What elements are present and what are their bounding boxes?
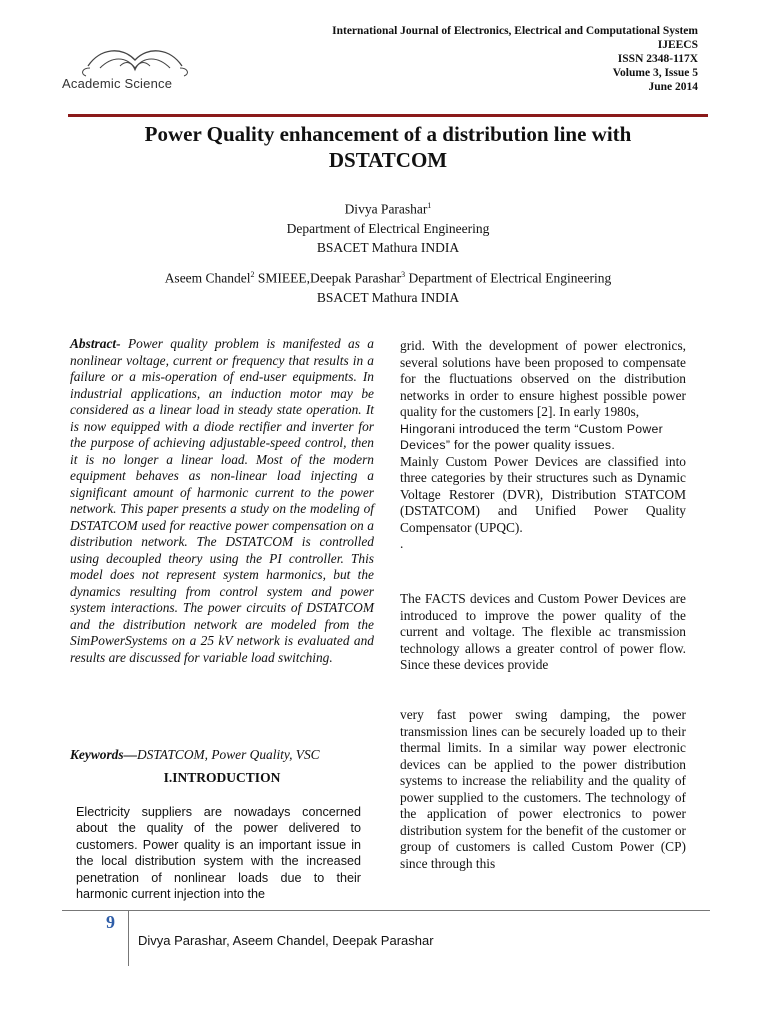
keywords [70, 747, 374, 764]
keywords-text: DSTATCOM, Power Quality, VSC [136, 747, 320, 762]
journal-date: June 2014 [648, 81, 698, 93]
author-block-2 [68, 265, 708, 307]
author-2-inst: BSACET Mathura INDIA [316, 289, 460, 305]
author-2-line: Aseem Chandel$^2$ SMIEEE,Deepak Parashar$^3$ Department of Electrical Engineering [164, 270, 612, 286]
footer-vertical-rule [128, 910, 129, 966]
abstract [70, 336, 374, 666]
intro-paragraph: Electricity suppliers are nowadays concerned about the quality of the power delivered to customers. Power quality is an important issue in the local distribution system with the increased penetration of nonlinear loads due to their harmonic current injection into the [76, 805, 361, 902]
stray-dot: . [400, 536, 404, 551]
journal-info [228, 24, 698, 94]
logo-text: Academic Science [62, 76, 173, 91]
journal-abbr: IJEECS [657, 39, 698, 51]
journal-volume: Volume 3, Issue 5 [612, 67, 698, 79]
right-p1-part-c: Mainly Custom Power Devices are classified into three categories by their structures such as Dynamic Voltage Restorer (DVR), Distribution STATCOM (DSTATCOM) and Unified Power Quality Compensator (UPQC). [400, 453, 686, 535]
header-rule [68, 114, 708, 117]
abstract-label: Abstract- [70, 336, 121, 351]
page-number: 9 [106, 912, 115, 932]
right-paragraph-1 [400, 338, 686, 553]
journal-issn: ISSN 2348-117X [617, 53, 698, 65]
author-1-name: Divya Parashar$^1$ [344, 201, 432, 217]
keywords-label: Keywords— [70, 747, 137, 762]
author-1-inst: BSACET Mathura INDIA [316, 239, 460, 255]
abstract-text: Power quality problem is manifested as a nonlinear voltage, current or frequency that results in a failure or a mis-operation of end-user equipments. In industrial applications, an induction motor may be considered as a linear load in steady state operation. It is now equipped with a diode rectifier and inverter for the purpose of achieving adjustable-speed control, then it is no longer a linear load. Most of the modern equipment behaves as non-linear load injecting a significant amount of harmonic current to the power network. This paper presents a study on the modeling of DSTATCOM used for reactive power compensation on a distribution network. The DSTATCOM is controlled using decoupled theory using the PI controller. This model does not represent system harmonics, but the dynamics resulting from control system and power system interactions. The power circuits of DSTATCOM and the distribution network are modeled from the SimPowerSystems on a 25 kV network is evaluated and results are discussed for variable load switching. [70, 336, 374, 665]
section-heading-introduction: I.INTRODUCTION [163, 770, 281, 785]
journal-name: International Journal of Electronics, Electrical and Computational System [332, 25, 698, 37]
title-line-1: Power Quality enhancement of a distribution line with [144, 122, 632, 146]
right-paragraph-2: The FACTS devices and Custom Power Devices are introduced to improve the power quality of the current and voltage. The flexible ac transmission technology allows a greater control of power flow. Since these devices provide [400, 591, 686, 672]
right-p1-part-b: Hingorani introduced the term “Custom Power Devices” for the power quality issues. [400, 421, 664, 452]
title-line-2: DSTATCOM [328, 148, 448, 172]
author-block-1 [68, 196, 708, 257]
author-1-dept: Department of Electrical Engineering [286, 220, 490, 236]
footer-authors: Divya Parashar, Aseem Chandel, Deepak Parashar [138, 933, 434, 948]
footer-rule [62, 910, 710, 911]
right-paragraph-3: very fast power swing damping, the power transmission lines can be securely loaded up to their thermal limits. In a similar way power electronic devices can be applied to the power distribution systems to increase the reliability and the quality of power supplied to the customers. The technology of the application of power electronics to power distribution system for the benefit of the customer or group of customers is called Custom Power (CP) since through this [400, 707, 686, 871]
paper-title [68, 121, 708, 173]
right-p1-part-a: grid. With the development of power electronics, several solutions have been proposed to compensate for the fluctuations observed on the distribution networks in order to ensure highest possible power quality for the customers [2]. In early 1980s, [400, 338, 686, 419]
